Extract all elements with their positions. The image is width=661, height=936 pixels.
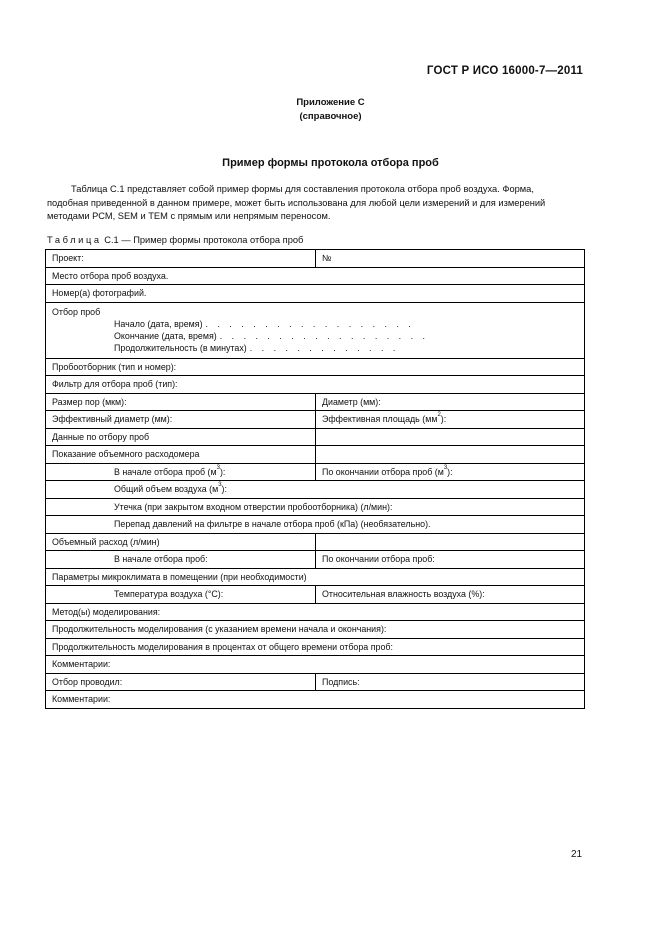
start-label: Начало (дата, время) [114, 318, 203, 329]
project-field[interactable]: Проект: [46, 250, 316, 268]
simulation-duration-field[interactable]: Продолжительность моделирования (с указанием времени начала и окончания): [46, 621, 585, 639]
diameter-field[interactable]: Диаметр (мм): [316, 393, 585, 411]
sampling-protocol-form [45, 249, 585, 709]
table-row [46, 446, 585, 464]
duration-line [52, 342, 578, 354]
appendix-heading [0, 96, 661, 124]
label-suffix: ): [440, 414, 447, 425]
flow-rate-label: Объемный расход (л/мин) [46, 533, 316, 551]
table-row [46, 358, 585, 376]
table-row [46, 621, 585, 639]
end-line [52, 330, 578, 342]
dot-leader: . . . . . . . . . . . . . . . . . . [205, 318, 415, 329]
sampling-label: Отбор проб [52, 306, 101, 317]
page-number: 21 [571, 849, 583, 860]
meter-start-label: В начале отбора проб (м [114, 466, 217, 477]
gas-meter-value[interactable] [316, 446, 585, 464]
gas-meter-label: Показание объемного расходомера [46, 446, 316, 464]
table-row [46, 691, 585, 709]
table-row [46, 250, 585, 268]
simulation-percent-field[interactable]: Продолжительность моделирования в процентах от общего времени отбора проб: [46, 638, 585, 656]
cubed-superscript: 3 [216, 464, 220, 471]
flow-start-field[interactable]: В начале отбора проб: [46, 551, 316, 569]
pore-size-field[interactable]: Размер пор (мкм): [46, 393, 316, 411]
table-row [46, 673, 585, 691]
table-caption-prefix: Таблица [47, 235, 102, 245]
meter-start-field[interactable] [46, 463, 316, 481]
dot-leader: . . . . . . . . . . . . . . . . . . [219, 331, 429, 342]
pressure-drop-field[interactable]: Перепад давлений на фильтре в начале отбора проб (кПа) (необязательно). [46, 516, 585, 534]
label-suffix: ): [221, 484, 227, 495]
label-suffix: ): [447, 466, 453, 477]
number-field[interactable]: № [316, 250, 585, 268]
sampling-time-field[interactable] [46, 302, 585, 358]
table-caption-number: С.1 [104, 235, 119, 245]
table-row [46, 376, 585, 394]
table-caption [47, 235, 303, 245]
site-field[interactable]: Место отбора проб воздуха. [46, 267, 585, 285]
section-title: Пример формы протокола отбора проб [222, 157, 439, 169]
table-row [46, 656, 585, 674]
sampler-field[interactable]: Пробоотборник (тип и номер): [46, 358, 585, 376]
cubed-superscript: 3 [443, 464, 448, 471]
document-header: ГОСТ Р ИСО 16000-7—2011 [426, 65, 583, 77]
table-row [46, 463, 585, 481]
cubed-superscript: 3 [218, 482, 222, 489]
intro-line: методами РСМ, SEM и ТЕМ с прямым или непрямым переносом. [47, 211, 331, 221]
intro-line: подобная приведенной в данном примере, может быть использована для любой цели измерений и для измерений [47, 197, 546, 208]
end-label: Окончание (дата, время) [114, 331, 217, 342]
table-row [46, 285, 585, 303]
appendix-subtitle: (справочное) [299, 111, 362, 122]
total-volume-field[interactable] [46, 481, 585, 499]
table-row [46, 481, 585, 499]
sampling-data-label: Данные по отбору проб [46, 428, 316, 446]
humidity-field[interactable]: Относительная влажность воздуха (%): [316, 586, 585, 604]
table-row [46, 411, 585, 429]
flow-rate-value[interactable] [316, 533, 585, 551]
table-row [46, 498, 585, 516]
filter-field[interactable]: Фильтр для отбора проб (тип): [46, 376, 585, 394]
meter-end-field[interactable] [316, 463, 585, 481]
table-row [46, 551, 585, 569]
table-row [46, 393, 585, 411]
method-field[interactable]: Метод(ы) моделирования: [46, 603, 585, 621]
leak-field[interactable]: Утечка (при закрытом входном отверстии пробоотборника) (л/мин): [46, 498, 585, 516]
duration-label: Продолжительность (в минутах) [114, 343, 247, 354]
performed-by-field[interactable]: Отбор проводил: [46, 673, 316, 691]
dot-leader: . . . . . . . . . . . . . [249, 343, 399, 354]
squared-superscript: 2 [437, 412, 441, 419]
table-row [46, 603, 585, 621]
table-row [46, 267, 585, 285]
flow-end-field[interactable]: По окончании отбора проб: [316, 551, 585, 569]
effective-area-field[interactable] [316, 411, 585, 429]
intro-paragraph [47, 183, 584, 224]
signature-field[interactable]: Подпись: [316, 673, 585, 691]
table-row [46, 586, 585, 604]
temperature-field[interactable]: Температура воздуха (°С): [46, 586, 316, 604]
meter-end-label: По окончании отбора проб (м [322, 466, 444, 477]
start-line [52, 318, 578, 330]
table-row [46, 533, 585, 551]
comments-field[interactable]: Комментарии: [46, 656, 585, 674]
table-row [46, 516, 585, 534]
table-row [46, 568, 585, 586]
table-row [46, 302, 585, 358]
table-caption-text: — Пример формы протокола отбора проб [121, 235, 304, 245]
total-volume-label: Общий объем воздуха (м [114, 484, 219, 495]
appendix-title: Приложение С [296, 97, 365, 108]
intro-line: Таблица С.1 представляет собой пример формы для составления протокола отбора проб воздуха. Форма, [71, 184, 534, 194]
table-row [46, 638, 585, 656]
effective-diameter-field[interactable]: Эффективный диаметр (мм): [46, 411, 316, 429]
effective-area-label: Эффективная площадь (мм [322, 414, 438, 425]
label-suffix: ): [219, 466, 226, 477]
final-comments-field[interactable]: Комментарии: [46, 691, 585, 709]
table-row [46, 428, 585, 446]
sampling-data-value[interactable] [316, 428, 585, 446]
photos-field[interactable]: Номер(а) фотографий. [46, 285, 585, 303]
microclimate-label: Параметры микроклимата в помещении (при необходимости) [46, 568, 585, 586]
